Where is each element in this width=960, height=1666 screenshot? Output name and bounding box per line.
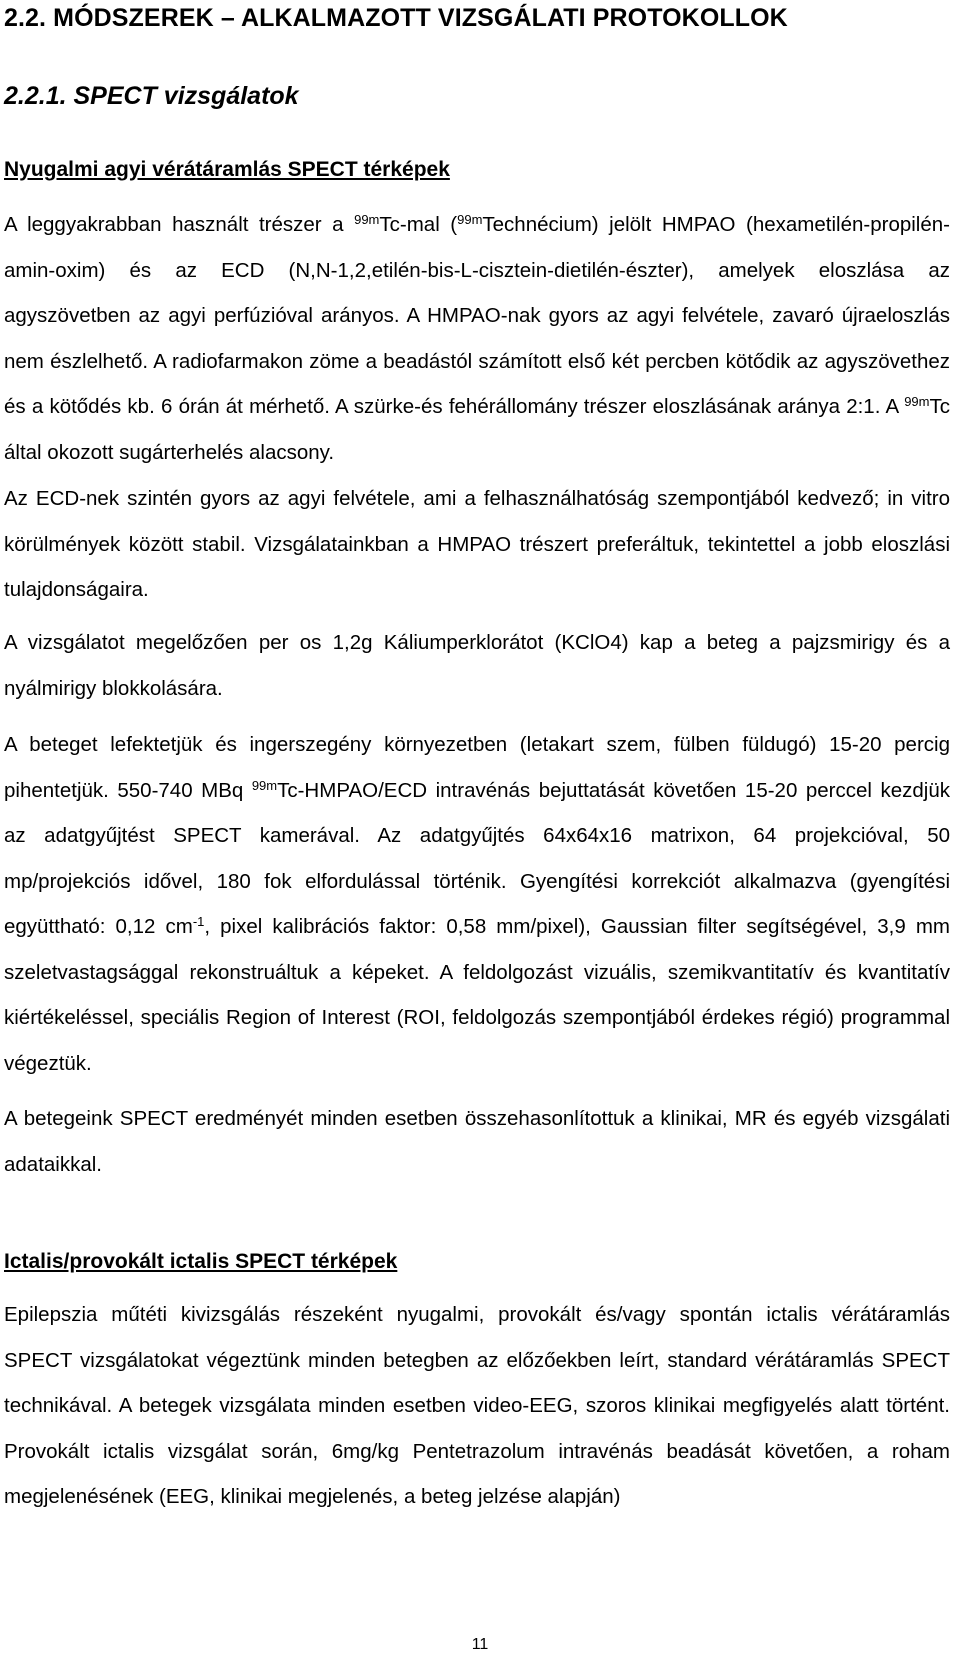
paragraph-blocking: A vizsgálatot megelőzően per os 1,2g Káliumperklorátot (KClO4) kap a beteg a pajzsmirigy és a nyálmirigy blokkolására.	[4, 631, 950, 700]
subsection-heading: 2.2.1. SPECT vizsgálatok	[4, 82, 299, 110]
section-heading: 2.2. MÓDSZEREK – ALKALMAZOTT VIZSGÁLATI PROTOKOLLOK	[4, 4, 788, 32]
text-run: Technécium) jelölt HMPAO (hexametilén-propilén-amin-oxim) és az ECD (N,N-1,2,etilén-bis-L-cisztein-dietilén-észter), amelyek eloszlása az agyszövetben az agyi perfúzióval arányos. A HMPAO-nak gyors az agyi felvétele, zavaró újraeloszlás nem észlelhető. A radiofarmakon zöme a beadástól számított első két percben kötődik az agyszövethez és a kötődés kb. 6 órán át mérhető. A szürke-és fehérállomány trészer eloszlásának aránya 2:1. A	[4, 213, 950, 418]
paragraph-acquisition	[4, 722, 950, 1086]
paragraph-ictal: Epilepszia műtéti kivizsgálás részeként nyugalmi, provokált és/vagy spontán ictalis vérátáramlás SPECT vizsgálatokat végeztünk minden betegben az előzőekben leírt, standard vérátáramlás SPECT technikával. A betegek vizsgálata minden esetben video-EEG, szoros klinikai megfigyelés alatt történt. Provokált ictalis vizsgálat során, 6mg/kg Pentetrazolum intravénás beadását követően, a roham megjelenésének (EEG, klinikai megjelenés, a beteg jelzése alapján)	[4, 1303, 950, 1508]
paragraph-comparison: A betegeink SPECT eredményét minden esetben összehasonlítottuk a klinikai, MR és egyéb vizsgálati adataikkal.	[4, 1107, 950, 1176]
text-run: Tc-mal (	[379, 213, 458, 236]
isotope-superscript: 99m	[904, 394, 930, 409]
ictal-spect-heading: Ictalis/provokált ictalis SPECT térképek	[4, 1250, 398, 1273]
paragraph-ecd: Az ECD-nek szintén gyors az agyi felvétele, ami a felhasználhatóság szempontjából kedvező; in vitro körülmények között stabil. Vizsgálatainkban a HMPAO trészert preferáltuk, tekintettel a jobb eloszlási tulajdonságaira.	[4, 487, 950, 601]
isotope-superscript: 99m	[457, 212, 483, 227]
text-run: A leggyakrabban használt trészer a	[4, 213, 355, 236]
text-run: , pixel kalibrációs faktor: 0,58 mm/pixel), Gaussian filter segítségével, 3,9 mm szeletvastagsággal rekonstruáltuk a képeket. A feldolgozást vizuális, szemikvantitatív és kvantitatív kiértékeléssel, speciális Region of Interest (ROI, feldolgozás szempontjából érdekes régió) programmal végeztük.	[4, 915, 950, 1075]
rest-spect-heading: Nyugalmi agyi vérátáramlás SPECT térképek	[4, 158, 450, 181]
page-number: 11	[471, 1636, 489, 1653]
text-run: Tc-HMPAO/ECD intravénás bejuttatását követően 15-20 perccel kezdjük az adatgyűjtést SPECT kamerával. Az adatgyűjtés 64x64x16 matrixon, 64 projekcióval, 50 mp/projekciós idővel, 180 fok elfordulással történik. Gyengítési korrekciót alkalmazva (gyengítési együttható: 0,12 cm	[4, 778, 950, 938]
exponent-superscript: -1	[192, 914, 205, 929]
isotope-superscript: 99m	[354, 212, 380, 227]
text-run: A beteget lefektetjük és ingerszegény környezetben (letakart szem, fülben füldugó) 15-20 percig pihentetjük. 550-740 MBq	[4, 733, 950, 802]
text-run: Tc által okozott sugárterhelés alacsony.	[4, 395, 950, 464]
isotope-superscript: 99m	[251, 777, 278, 793]
paragraph-tracer	[4, 202, 950, 475]
